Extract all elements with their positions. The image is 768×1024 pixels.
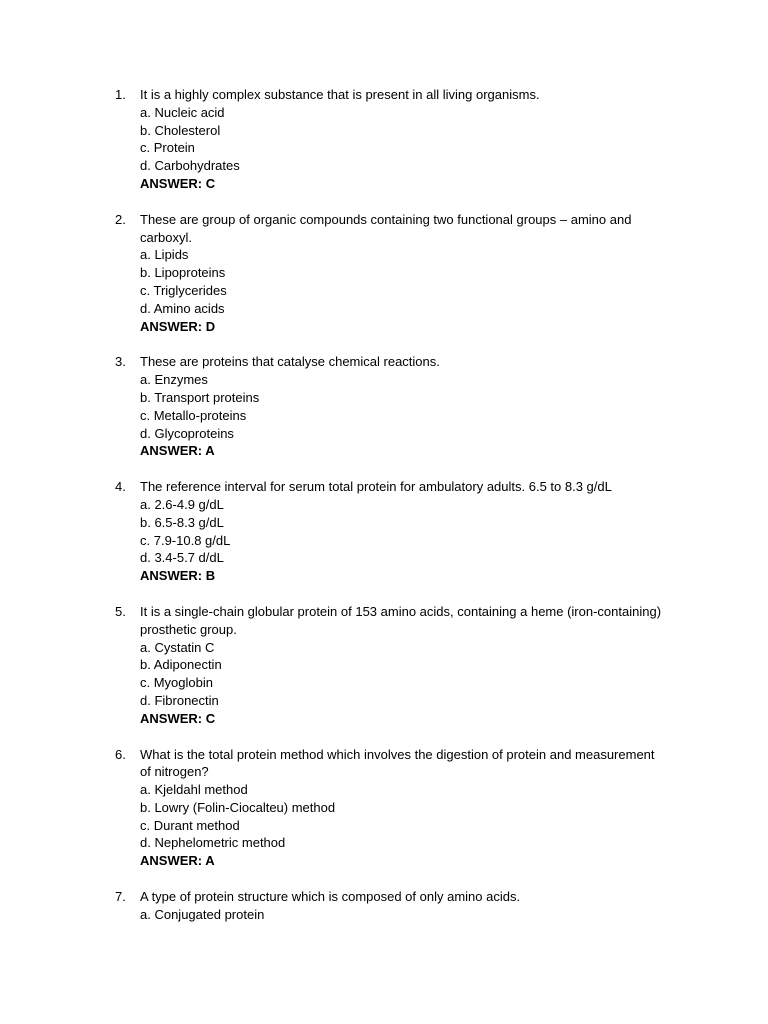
option-b: b. Lipoproteins	[140, 265, 226, 281]
option-c: c. Metallo-proteins	[140, 407, 247, 423]
answer-key: ANSWER: A	[140, 853, 215, 869]
question-number: 5.	[115, 603, 126, 619]
question-item	[0, 211, 768, 336]
question-list	[0, 86, 768, 942]
question-item	[0, 86, 768, 193]
option-d: d. 3.4-5.7 d/dL	[140, 550, 224, 566]
question-text: It is a single-chain globular protein of 153 amino acids, containing a heme (iron-containing) prosthetic group.	[140, 603, 662, 637]
option-list	[140, 781, 668, 852]
option-d: d. Carbohydrates	[140, 158, 240, 174]
question-text: These are proteins that catalyse chemical reactions.	[140, 354, 440, 370]
option-c: c. Triglycerides	[140, 282, 227, 298]
option-b: b. Lowry (Folin-Ciocalteu) method	[140, 799, 336, 815]
option-list	[140, 496, 668, 567]
option-a: a. Nucleic acid	[140, 104, 225, 120]
question-item	[0, 888, 768, 924]
option-a: a. 2.6-4.9 g/dL	[140, 496, 224, 512]
option-c: c. 7.9-10.8 g/dL	[140, 532, 231, 548]
question-item	[0, 478, 768, 585]
answer-key: ANSWER: C	[140, 710, 216, 726]
option-list	[140, 906, 668, 924]
question-item	[0, 353, 768, 460]
option-list	[140, 104, 668, 175]
option-d: d. Amino acids	[140, 300, 225, 316]
question-number: 3.	[115, 354, 126, 370]
question-number: 6.	[115, 746, 126, 762]
option-list	[140, 639, 668, 710]
option-list	[140, 371, 668, 442]
option-a: a. Conjugated protein	[140, 906, 265, 922]
question-item	[0, 603, 768, 728]
option-d: d. Nephelometric method	[140, 835, 286, 851]
option-b: b. 6.5-8.3 g/dL	[140, 514, 224, 530]
question-text: These are group of organic compounds containing two functional groups – amino and carboxyl.	[140, 211, 632, 245]
question-item	[0, 746, 768, 871]
answer-key: ANSWER: D	[140, 318, 216, 334]
answer-key: ANSWER: B	[140, 568, 216, 584]
answer-key: ANSWER: C	[140, 175, 216, 191]
option-b: b. Adiponectin	[140, 657, 222, 673]
answer-key: ANSWER: A	[140, 443, 215, 459]
option-a: a. Cystatin C	[140, 639, 215, 655]
question-number: 4.	[115, 479, 126, 495]
question-text: It is a highly complex substance that is present in all living organisms.	[140, 87, 540, 102]
option-d: d. Glycoproteins	[140, 425, 234, 441]
option-b: b. Transport proteins	[140, 389, 260, 405]
question-text: A type of protein structure which is composed of only amino acids.	[140, 889, 521, 905]
option-a: a. Kjeldahl method	[140, 782, 248, 798]
option-c: c. Protein	[140, 140, 195, 156]
question-number: 1.	[115, 87, 126, 102]
question-text: What is the total protein method which involves the digestion of protein and measurement of nitrogen?	[140, 746, 655, 780]
question-number: 2.	[115, 211, 126, 227]
option-c: c. Myoglobin	[140, 675, 213, 691]
option-a: a. Lipids	[140, 247, 189, 263]
option-list	[140, 246, 668, 317]
option-c: c. Durant method	[140, 817, 240, 833]
question-text: The reference interval for serum total protein for ambulatory adults. 6.5 to 8.3 g/dL	[140, 479, 612, 495]
option-a: a. Enzymes	[140, 372, 208, 388]
option-b: b. Cholesterol	[140, 122, 221, 138]
option-d: d. Fibronectin	[140, 692, 219, 708]
question-number: 7.	[115, 889, 126, 905]
